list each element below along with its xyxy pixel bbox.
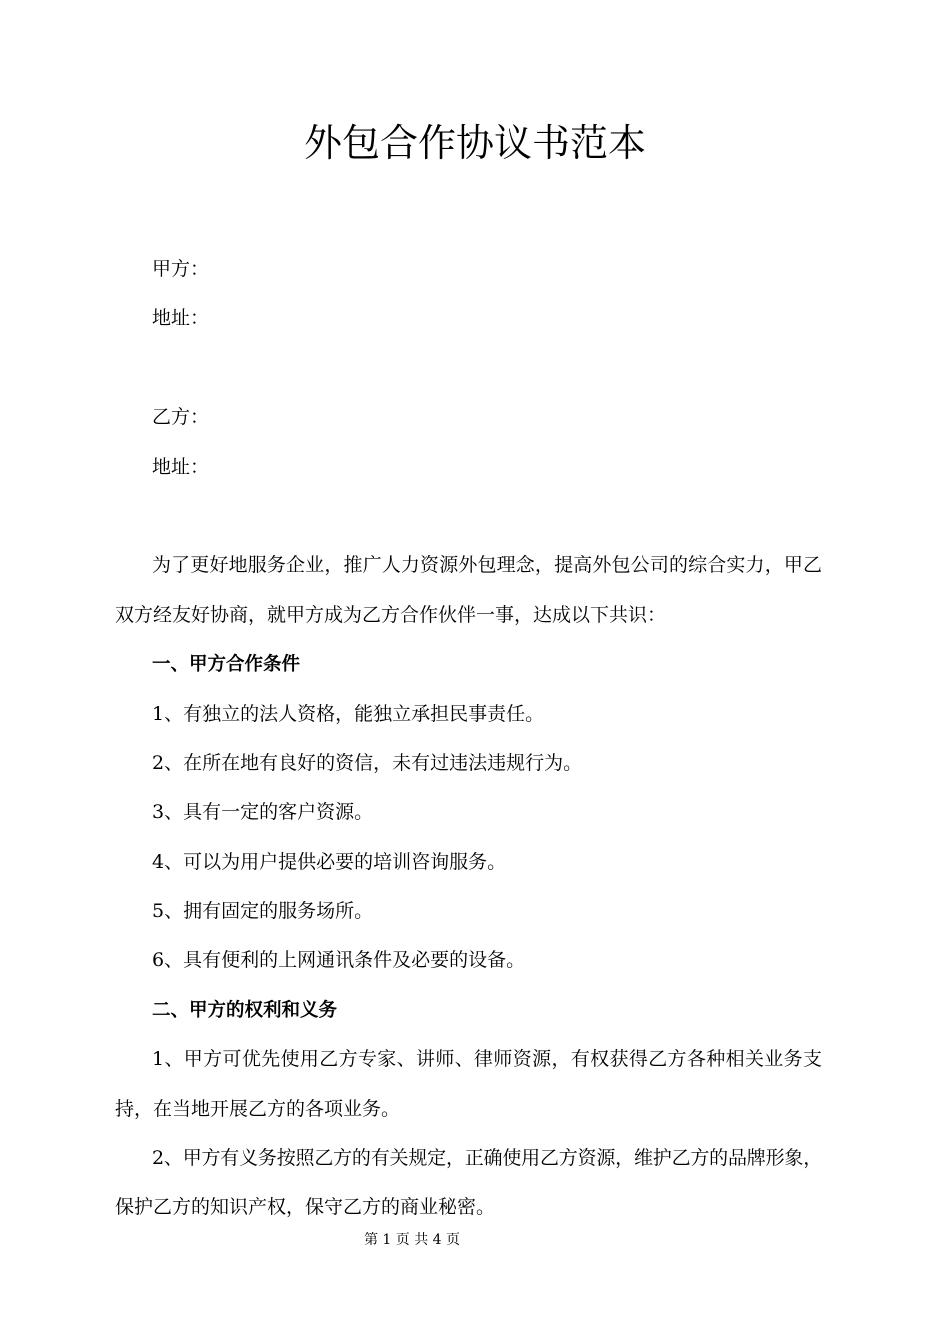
party-b-label: 乙方： — [152, 406, 210, 429]
section-2-item-line: 持，在当地开展乙方的各项业务。 — [115, 1097, 401, 1120]
blank-line — [115, 492, 822, 541]
party-a-label: 甲方： — [152, 258, 210, 280]
page-number-indicator: 第 1 页 共 4 页 — [363, 1232, 461, 1248]
section-2-item-line: 保护乙方的知识产权，保守乙方的商业秘密。 — [115, 1196, 496, 1219]
party-a-address-label: 地址： — [152, 307, 210, 330]
section-2 — [115, 986, 822, 1233]
document-title: 外包合作协议书范本 — [303, 121, 646, 165]
section-2-item-line: 1、甲方可优先使用乙方专家、讲师、律师资源，有权获得乙方各种相关业务支 — [152, 1048, 822, 1071]
intro-paragraph — [115, 541, 822, 640]
document-body — [115, 245, 822, 1233]
section-1-item: 2、在所在地有良好的资信，未有过违法违规行为。 — [152, 751, 583, 774]
section-1-item: 3、具有一定的客户资源。 — [152, 801, 374, 824]
party-b-address-label: 地址： — [152, 455, 210, 478]
section-1-item: 6、具有便利的上网通讯条件及必要的设备。 — [152, 949, 526, 972]
section-1 — [115, 640, 822, 986]
intro-line: 为了更好地服务企业，推广人力资源外包理念，提高外包公司的综合实力，甲乙 — [152, 554, 822, 577]
section-1-item: 5、拥有固定的服务场所。 — [152, 900, 374, 923]
intro-line: 双方经友好协商，就甲方成为乙方合作伙伴一事，达成以下共识： — [115, 603, 667, 626]
section-2-heading: 二、甲方的权利和义务 — [152, 999, 338, 1021]
section-2-item — [115, 1035, 822, 1134]
blank-line — [115, 344, 822, 393]
section-1-item: 4、可以为用户提供必要的培训咨询服务。 — [152, 850, 507, 873]
section-1-heading: 一、甲方合作条件 — [152, 654, 301, 676]
section-1-item: 1、有独立的法人资格，能独立承担民事责任。 — [152, 702, 545, 725]
section-2-item — [115, 1134, 822, 1233]
section-2-item-line: 2、甲方有义务按照乙方的有关规定，正确使用乙方资源，维护乙方的品牌形象， — [152, 1147, 822, 1170]
